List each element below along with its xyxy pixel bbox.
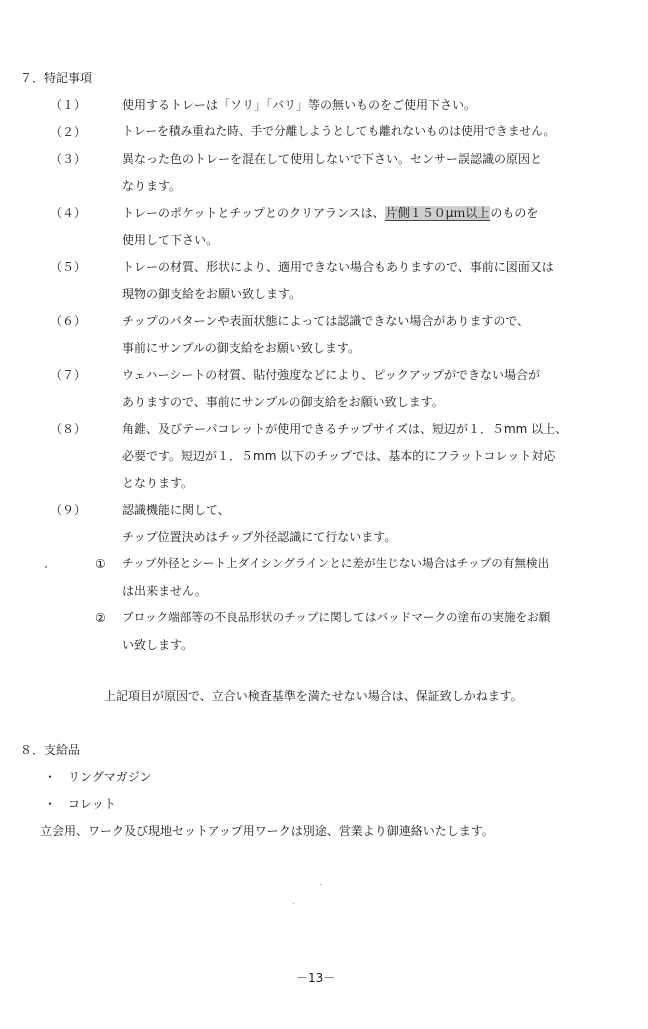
item-text: チップのパターンや表面状態によっては認識できない場合がありますので、 bbox=[122, 314, 530, 328]
item-number: （９） bbox=[50, 503, 87, 517]
item-number: （８） bbox=[50, 422, 87, 436]
item-text-part: のものを bbox=[490, 206, 539, 220]
scan-speck bbox=[320, 884, 321, 885]
subitem-text: い致します。 bbox=[122, 638, 194, 652]
item-text: 現物の御支給をお願い致します。 bbox=[122, 287, 302, 301]
scan-speck bbox=[293, 903, 294, 904]
item-text: 角錐、及びテーパコレットが使用できるチップサイズは、短辺が１．５mm 以上、 bbox=[122, 422, 568, 436]
warranty-note: 上記項目が原因で、立合い検査基準を満たせない場合は、保証致しかねます。 bbox=[104, 689, 523, 703]
item-number: （４） bbox=[50, 206, 87, 220]
item-text: トレーの材質、形状により、適用できない場合もありますので、事前に図面又は bbox=[122, 260, 554, 274]
supply-note: 立会用、ワーク及び現地セットアップ用ワークは別途、営業より御連絡いたします。 bbox=[40, 824, 494, 838]
item-text: 認識機能に関して、 bbox=[122, 503, 230, 517]
page-number: －13－ bbox=[296, 971, 336, 985]
item-text: 使用するトレーは「ソリ」「バリ」等の無いものをご使用下さい。 bbox=[122, 98, 477, 112]
subitem-text: チップ外径とシート上ダイシングラインとに差が生じない場合はチップの有無検出 bbox=[122, 556, 550, 570]
subitem-text: ブロック端部等の不良品形状のチップに関してはバッドマークの塗布の実施をお願 bbox=[122, 610, 551, 624]
item-number: （１） bbox=[50, 98, 87, 112]
item-text: となります。 bbox=[122, 476, 194, 490]
item-number: （５） bbox=[50, 260, 87, 274]
item-text: チップ位置決めはチップ外径認識にて行ないます。 bbox=[122, 530, 397, 544]
section-7-heading: ７．特記事項 bbox=[20, 71, 93, 85]
item-text-part: トレーのポケットとチップとのクリアランスは、 bbox=[122, 206, 385, 220]
item-text: 異なった色のトレーを混在して使用しないで下さい。センサー誤認識の原因と bbox=[122, 152, 543, 166]
item-number: （７） bbox=[50, 368, 87, 382]
item-number: （２） bbox=[50, 125, 87, 139]
supplied-item: ・ コレット bbox=[44, 797, 116, 811]
item-text: ウェハーシートの材質、貼付強度などにより、ピックアップができない場合が bbox=[122, 368, 540, 382]
highlighted-clearance-value: 片側１５０μｍ以上 bbox=[385, 206, 490, 220]
subitem-mark: ① bbox=[95, 557, 106, 571]
item-number: （３） bbox=[50, 152, 87, 166]
supplied-item: ・ リングマガジン bbox=[44, 770, 152, 784]
item-text: なります。 bbox=[122, 179, 182, 193]
item-text bbox=[122, 207, 538, 219]
item-text: 必要です。短辺が１．５mm 以下のチップでは、基本的にフラットコレット対応 bbox=[122, 449, 556, 463]
scan-speck bbox=[45, 566, 47, 568]
item-text: 使用して下さい。 bbox=[122, 233, 219, 247]
subitem-text: は出来ません。 bbox=[122, 584, 207, 598]
section-8-heading: ８．支給品 bbox=[20, 743, 81, 757]
item-text: 事前にサンプルの御支給をお願い致します。 bbox=[122, 341, 360, 355]
item-text: トレーを積み重ねた時、手で分離しようとしても離れないものは使用できません。 bbox=[122, 124, 556, 138]
item-text: ありますので、事前にサンプルの御支給をお願い致します。 bbox=[122, 395, 444, 409]
item-number: （６） bbox=[50, 314, 87, 328]
subitem-mark: ② bbox=[95, 611, 106, 625]
